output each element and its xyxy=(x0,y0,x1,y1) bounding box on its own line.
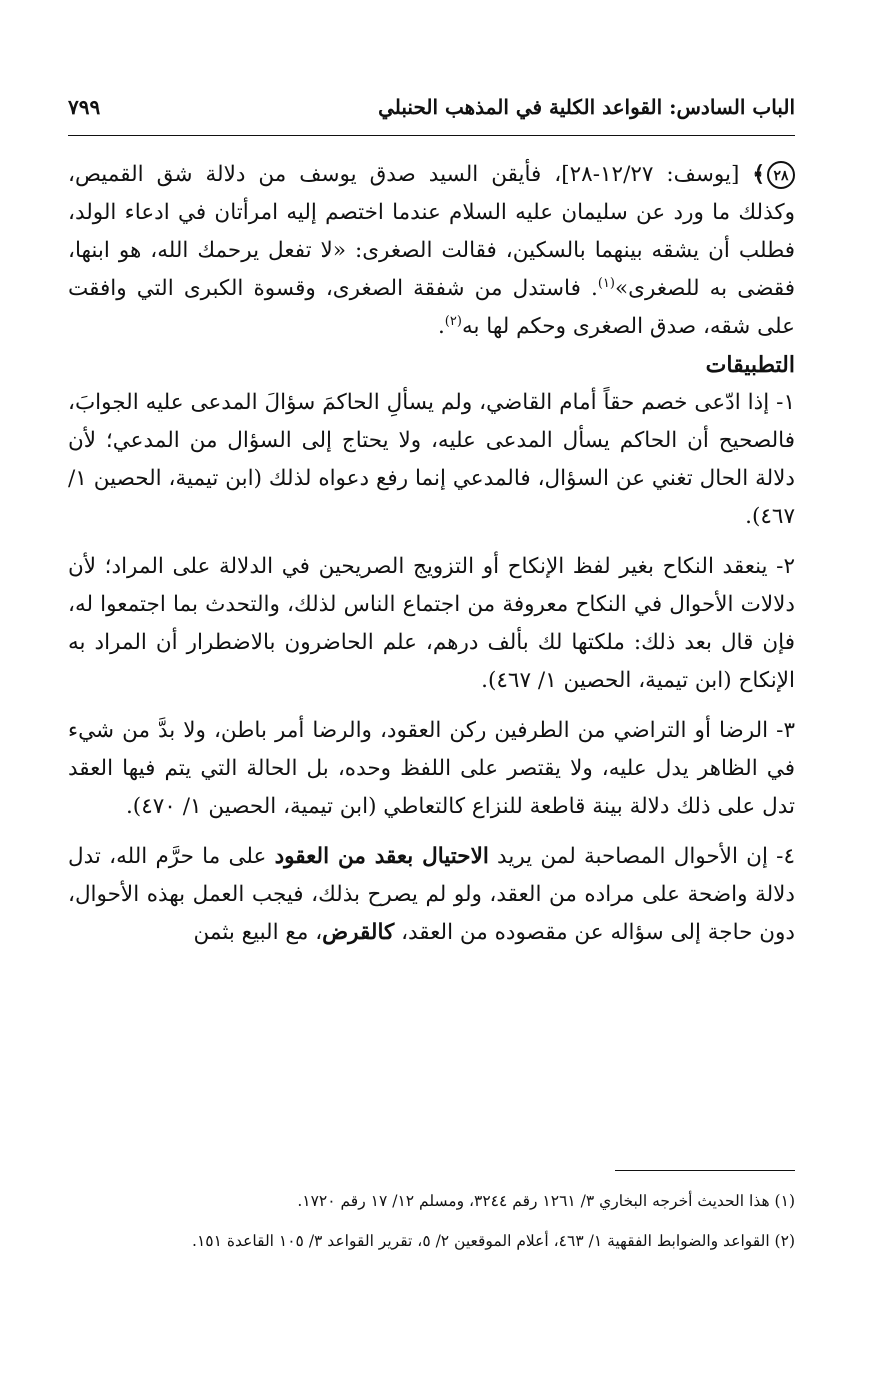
footnotes xyxy=(68,1188,795,1268)
application-4-bold-example: كالقرض xyxy=(322,920,395,945)
intro-paragraph xyxy=(68,156,795,346)
application-4-bold-term: الاحتيال بعقد من العقود xyxy=(274,844,489,869)
header-divider xyxy=(68,135,795,136)
application-item-2: ٢- ينعقد النكاح بغير لفظ الإنكاح أو التزويج الصريحين في الدلالة على المراد؛ لأن دلالات الأحوال في النكاح معروفة من اجتماع الناس لذلك، والتحدث بما اجتمعوا له، فإن قال بعد ذلك: ملكتها لك بألف درهم، علم الحاضرون بالاضطرار أن المراد به الإنكاح (ابن تيمية، الحصين ١/ ٤٦٧). xyxy=(68,554,795,693)
footnote-2: (٢) القواعد والضوابط الفقهية ١/ ٤٦٣، أعلام الموقعين ٢/ ٥، تقرير القواعد ٣/ ١٠٥ القاعدة ١٥١. xyxy=(192,1232,795,1250)
main-text xyxy=(68,156,795,964)
intro-text-continued: . فاستدل من شفقة الصغرى، وقسوة الكبرى التي وافقت على شقه، صدق الصغرى وحكم لها به xyxy=(68,276,795,339)
intro-text-end: . xyxy=(437,314,445,339)
application-4-middle: على ما حرَّم الله، تدل دلالة واضحة على مراده من العقد، ولو لم يصرح بذلك، فيجب العمل بهذه الأحوال، دون حاجة إلى سؤاله عن مقصوده من العقد، xyxy=(68,844,795,945)
footnote-ref: (١) xyxy=(597,275,615,291)
page-number: ٧٩٩ xyxy=(68,95,101,119)
application-item-4 xyxy=(68,838,795,952)
running-header xyxy=(68,92,795,122)
footnote-ref: (٢) xyxy=(444,313,462,329)
application-item-1: ١- إذا ادّعى خصم حقاً أمام القاضي، ولم يسألِ الحاكمَ سؤالَ المدعى عليه الجوابَ، فالصحيح أن الحاكم يسأل المدعى عليه، ولا يحتاج إلى السؤال من المدعي؛ لأن دلالة الحال تغني عن السؤال، فالمدعي إنما رفع دعواه لذلك (ابن تيمية، الحصين ١/ ٤٦٧). xyxy=(68,390,795,529)
application-4-prefix: ٤- إن الأحوال المصاحبة لمن يريد xyxy=(488,844,795,869)
quran-bracket: ﴾ xyxy=(752,162,765,187)
application-4-suffix: ، مع البيع بثمن xyxy=(193,920,323,945)
header-title: الباب السادس: القواعد الكلية في المذهب الحنبلي xyxy=(378,95,795,119)
intro-text: [يوسف: ١٢/٢٧-٢٨]، فأيقن السيد صدق يوسف من دلالة شق القميص، وكذلك ما ورد عن سليمان عليه السلام عندما اختصم إليه امرأتان في ادعاء الولد، فطلب أن يشقه بينهما بالسكين، فقالت الصغرى: «لا تفعل يرحمك الله، هو ابنها، فقضى به للصغرى» xyxy=(68,162,795,301)
footnote-1: (١) هذا الحديث أخرجه البخاري ٣/ ١٢٦١ رقم ٣٢٤٤، ومسلم ١٢/ ١٧ رقم ١٧٢٠. xyxy=(297,1192,795,1210)
footnote-divider xyxy=(615,1170,795,1171)
verse-number-icon: ٢٨ xyxy=(767,161,795,189)
application-item-3: ٣- الرضا أو التراضي من الطرفين ركن العقود، والرضا أمر باطن، ولا بدَّ من شيء في الظاهر يدل عليه، ولا يقتصر على اللفظ وحده، بل الحالة التي يتم فيها العقد تدل على ذلك دلالة بينة قاطعة للنزاع كالتعاطي (ابن تيمية، الحصين ١/ ٤٧٠). xyxy=(68,718,795,819)
section-title: التطبيقات xyxy=(705,352,795,378)
